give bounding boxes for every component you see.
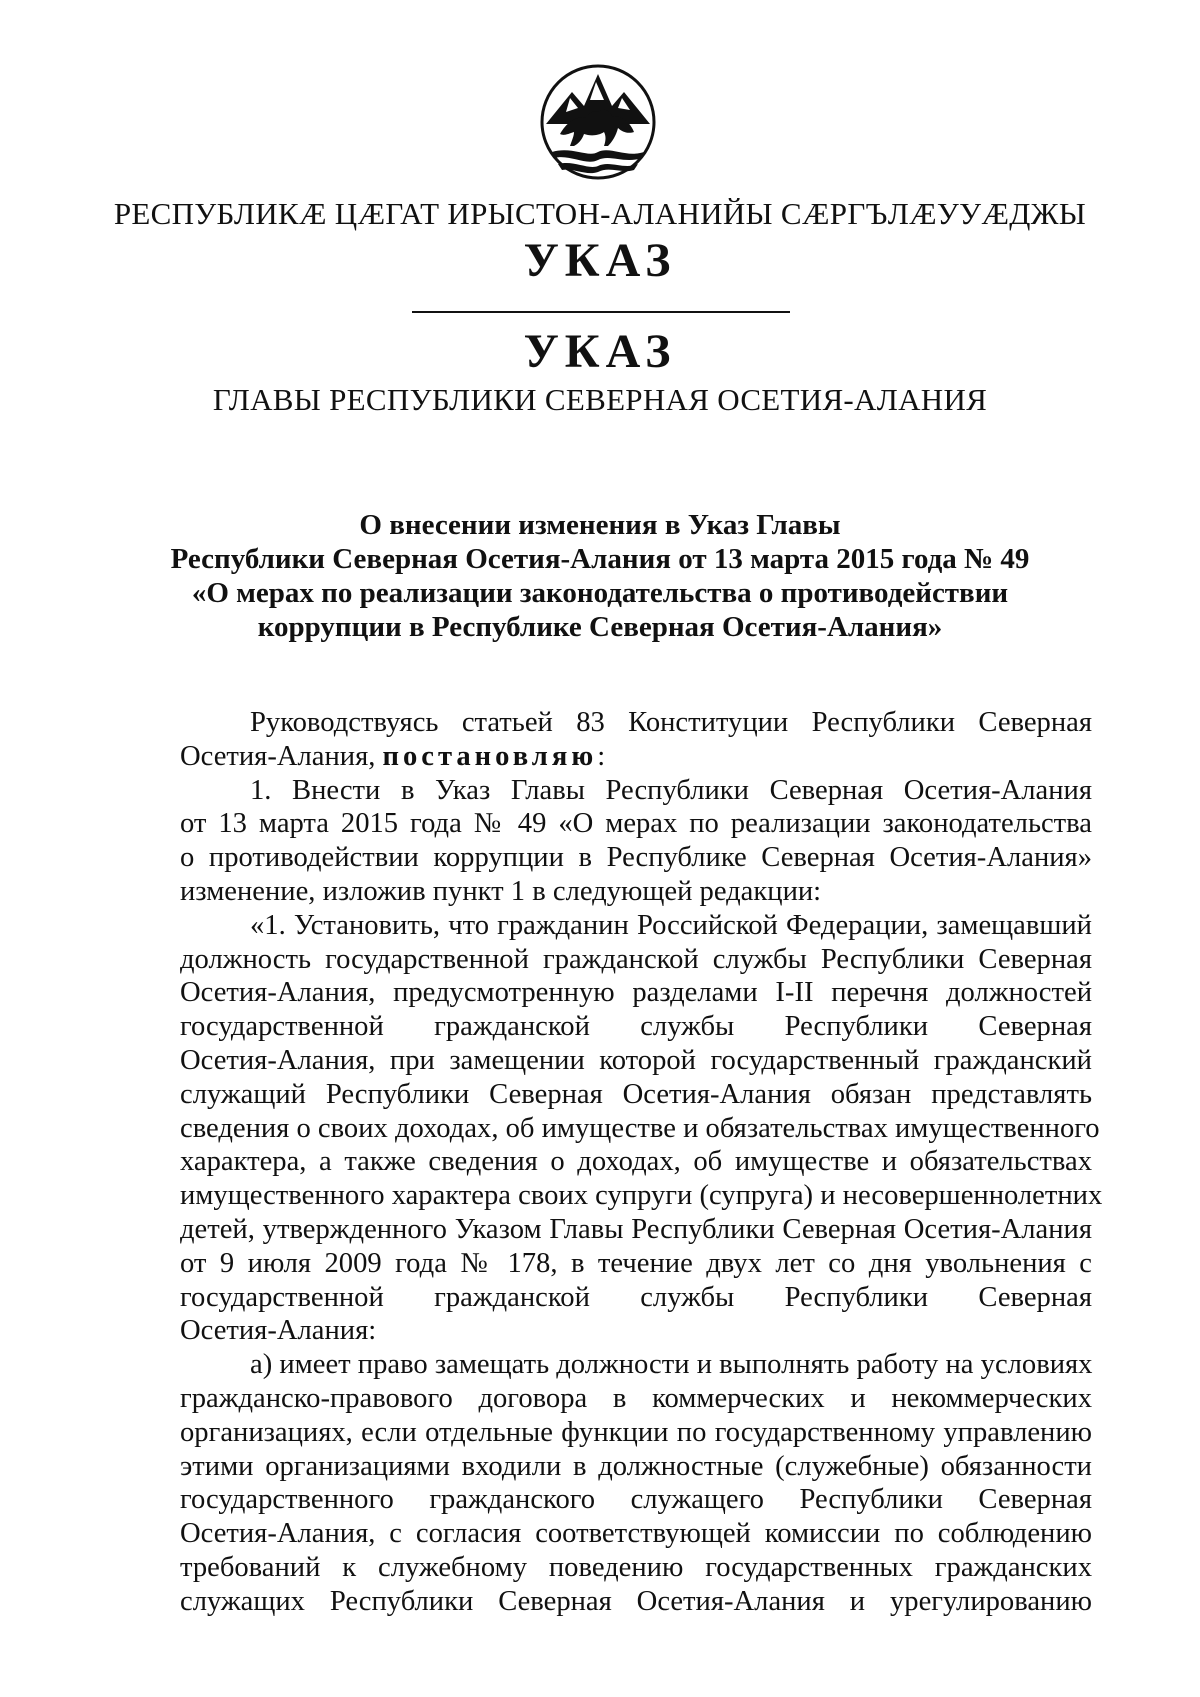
body-line: государственного гражданского служащего Республики Северная	[180, 1484, 1092, 1516]
coat-of-arms-emblem	[538, 62, 658, 182]
body-line: а) имеет право замещать должности и выполнять работу на условиях	[250, 1349, 1093, 1381]
decree-body	[180, 706, 1103, 1619]
body-line: сведения о своих доходах, об имуществе и обязательствах имущественного	[180, 1112, 1100, 1144]
body-line: 1. Внести в Указ Главы Республики Северная Осетия-Алания	[250, 774, 1092, 806]
body-line: требований к служебному поведению государственных гражданских	[180, 1551, 1092, 1583]
body-line: от 9 июля 2009 года № 178, в течение двух лет со дня увольнения с	[180, 1247, 1092, 1279]
body-line: изменение, изложив пункт 1 в следующей редакции:	[180, 875, 822, 907]
header-ossetian: РЕСПУБЛИКӔ ЦӔГАТ ИРЫСТОН-АЛАНИЙЫ СӔРГЪЛӔУУӔДЖЫ	[113, 196, 1087, 231]
intro-colon: :	[597, 740, 606, 772]
body-line: организациях, если отдельные функции по государственному управлению	[180, 1416, 1092, 1448]
body-line: детей, утвержденного Указом Главы Республики Северная Осетия-Алания	[180, 1213, 1092, 1245]
ukaz-heading-russian: УКАЗ	[523, 325, 677, 378]
body-line: государственной гражданской службы Республики Северная	[180, 1281, 1092, 1313]
body-line: от 13 марта 2015 года № 49 «О мерах по реализации законодательства	[180, 808, 1092, 840]
body-line: Осетия-Алания, предусмотренную разделами I-II перечня должностей	[180, 977, 1092, 1009]
title-line: Республики Северная Осетия-Алания от 13 марта 2015 года № 49	[170, 543, 1030, 575]
body-line: этими организациями входили в должностные (служебные) обязанности	[180, 1450, 1092, 1482]
body-line: Руководствуясь статьей 83 Конституции Республики Северная	[250, 707, 1092, 738]
body-line: гражданско-правового договора в коммерческих и некоммерческих	[180, 1382, 1092, 1414]
body-line: должность государственной гражданской службы Республики Северная	[180, 943, 1092, 975]
body-line: Осетия-Алания, с согласия соответствующей комиссии по соблюдению	[180, 1518, 1092, 1550]
body-line: служащих Республики Северная Осетия-Алания и урегулированию	[180, 1585, 1092, 1617]
body-line: о противодействии коррупции в Республике Северная Осетия-Алания»	[180, 842, 1092, 874]
body-line: государственной гражданской службы Республики Северная	[180, 1011, 1092, 1043]
ukaz-heading-ossetian: УКАЗ	[523, 234, 677, 287]
body-line: характера, а также сведения о доходах, об имуществе и обязательствах	[180, 1146, 1092, 1178]
body-line: «1. Установить, что гражданин Российской Федерации, замещавший	[250, 909, 1092, 941]
header-divider	[412, 311, 790, 313]
body-line	[180, 740, 1092, 774]
title-line: коррупции в Республике Северная Осетия-Алания»	[257, 611, 943, 643]
title-line: О внесении изменения в Указ Главы	[359, 509, 841, 541]
header-russian: ГЛАВЫ РЕСПУБЛИКИ СЕВЕРНАЯ ОСЕТИЯ-АЛАНИЯ	[212, 382, 988, 417]
decree-word: постановляю	[382, 740, 598, 772]
decree-title	[0, 508, 1200, 644]
intro-text: Осетия-Алания,	[180, 740, 383, 772]
title-line: «О мерах по реализации законодательства о противодействии	[191, 577, 1009, 609]
body-line: Осетия-Алания:	[180, 1315, 377, 1347]
body-line: Осетия-Алания, при замещении которой государственный гражданский	[180, 1044, 1092, 1076]
body-line: имущественного характера своих супруги (супруга) и несовершеннолетних	[180, 1180, 1103, 1212]
body-line: служащий Республики Северная Осетия-Алания обязан представлять	[180, 1078, 1092, 1110]
